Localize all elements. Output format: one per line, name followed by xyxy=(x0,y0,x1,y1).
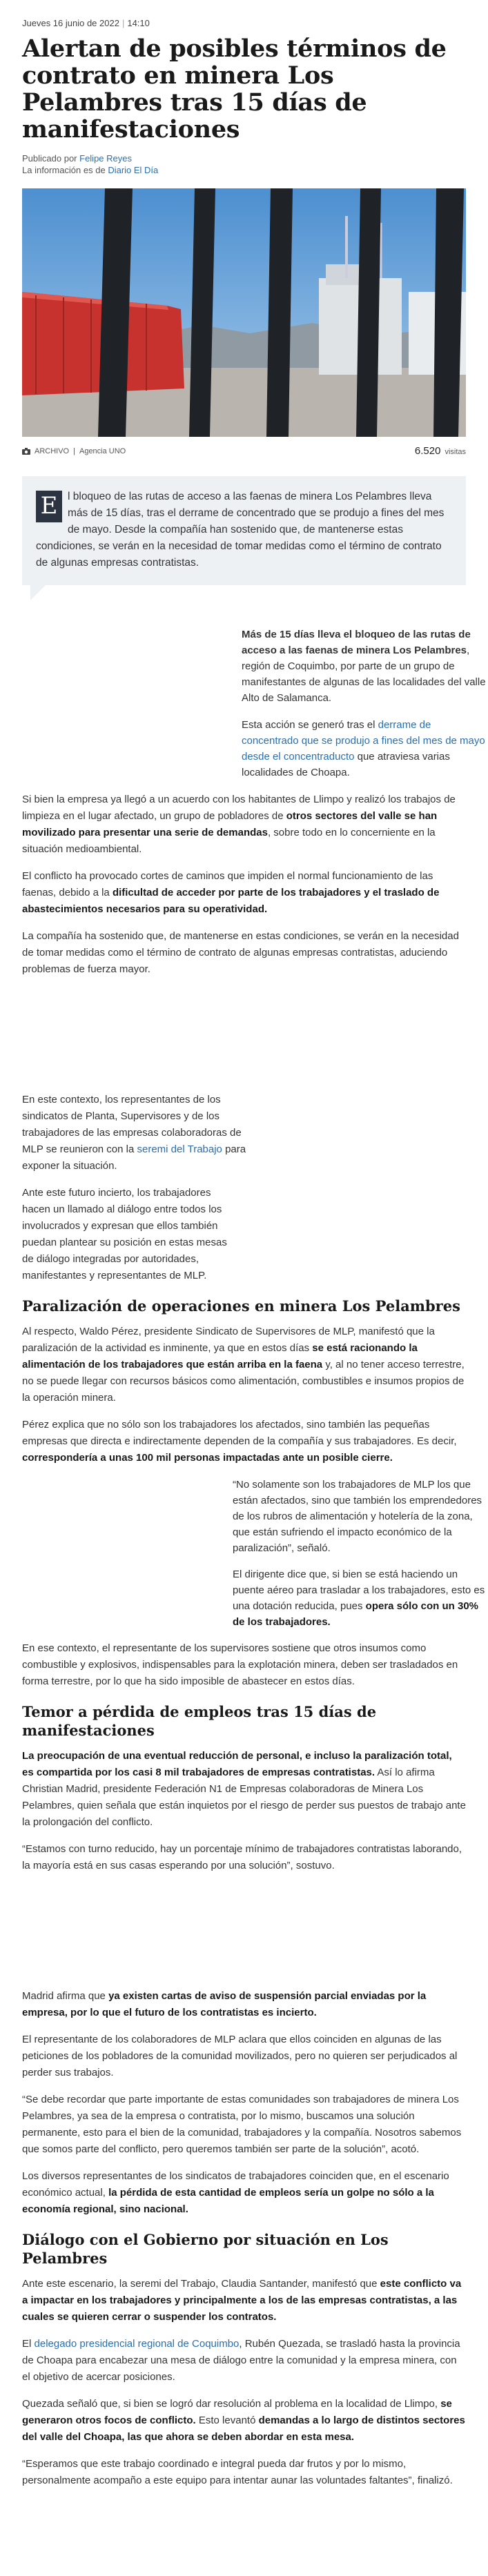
lead-block xyxy=(242,627,488,780)
photo-credit: ARCHIVO | Agencia UNO xyxy=(22,447,126,455)
byline xyxy=(22,153,466,176)
paragraph: Pérez explica que no sólo son los trabajadores los afectados, sino también las pequeñas empresas que directa e indirectamente dependen de la compañía y sus trabajadores. Es decir, correspondería a unas 100 mil personas impactadas ante un posible cierre. xyxy=(22,1419,457,1464)
indented-block xyxy=(233,1477,487,1630)
paragraph: “Estamos con turno reducido, hay un porcentaje mínimo de trabajadores contratistas laborando, la mayoría está en sus casas esperando por una solución”, sostuvo. xyxy=(22,1843,462,1871)
seremi-link[interactable]: seremi del Trabajo xyxy=(137,1143,222,1155)
paragraph: Los diversos representantes de los sindicatos de trabajadores coinciden que, en el escenario económico actual, la pérdida de esta cantidad de empleos sería un golpe no sólo a la economía regional, sino nacional. xyxy=(22,2170,449,2215)
lead-paragraph-2: Esta acción se generó tras el derrame de concentrado que se produjo a fines del mes de mayo desde el concentraducto que atraviesa varias localidades de Choapa. xyxy=(242,719,485,778)
photo-meta xyxy=(22,445,466,457)
source-label: La información es de xyxy=(22,165,106,175)
paragraph: El dirigente dice que, si bien se está haciendo un puente aéreo para trasladar a los trabajadores, esto es una dotación reducida, pues opera sólo con un 30% de los trabajadores. xyxy=(233,1569,485,1628)
author-link[interactable]: Felipe Reyes xyxy=(79,153,132,164)
drop-cap: E xyxy=(36,491,62,522)
published-by-label: Publicado por xyxy=(22,153,77,164)
paragraph: En este contexto, los representantes de los sindicatos de Planta, Supervisores y de los trabajadores de las empresas colaboradoras de MLP se reunieron con la seremi del Trabajo para exponer la situación. xyxy=(22,1094,246,1172)
paragraph: “Esperamos que este trabajo coordinado e integral pueda dar frutos y por lo mismo, personalmente acompaño a este equipo para intentar aunar las voluntades faltantes”, finalizó. xyxy=(22,2458,453,2486)
narrow-column xyxy=(22,1092,257,1174)
article-summary xyxy=(22,476,466,585)
article-photo xyxy=(22,188,466,437)
paragraph: Ante este futuro incierto, los trabajadores hacen un llamado al diálogo entre todos los involucrados y expresan que ellos también puedan plantear su posición en estas mesas de diálogo integradas por autoridades, manifestantes y representantes de MLP. xyxy=(22,1187,227,1281)
source-link[interactable]: Diario El Día xyxy=(108,165,159,175)
quote-paragraph: “No solamente son los trabajadores de MLP los que están afectados, sino que también los emprendedores de los rubros de alimentación y hotelería de la zona, que están sufriendo el impacto económico de la paralización”, señaló. xyxy=(233,1479,482,1554)
paragraph: El conflicto ha provocado cortes de caminos que impiden el normal funcionamiento de las faenas, debido a la dificultad de acceder por parte de los trabajadores y el traslado de abastecimientos necesarios para su operatividad. xyxy=(22,870,440,915)
article-date: Jueves 16 junio de 2022 | 14:10 xyxy=(22,18,150,28)
article-title: Alertan de posibles términos de contrato en minera Los Pelambres tras 15 días de manifestaciones xyxy=(22,35,447,144)
credit-agency: Agencia UNO xyxy=(79,446,126,455)
paragraph: En ese contexto, el representante de los supervisores sostiene que otros insumos como combustible y explosivos, indispensables para la explotación minera, deben ser trasladados en forma terrestre, por lo que ha sido imposible de abastecer en estos días. xyxy=(22,1642,458,1687)
paragraph: La preocupación de una eventual reducción de personal, e incluso la paralización total, es compartida por los casi 8 mil trabajadores de empresas contratistas. Así lo afirma Christian Madrid, presidente Federación N1 de Empresas colaboradoras de Minera Los Pelambres, quien señala que están inquietos por el riesgo de perder sus puestos de trabajo ante la prolongación del conflicto. xyxy=(22,1750,466,1828)
ad-space xyxy=(22,988,466,1092)
section-heading-1: Paralización de operaciones en minera Los Pelambres xyxy=(22,1297,460,1315)
paragraph: Quezada señaló que, si bien se logró dar resolución al problema en la localidad de Llimpo, se generaron otros focos de conflicto. Esto levantó demandas a lo largo de distintos sectores del valle del Choapa, las que ahora se deben abordar en esta mesa. xyxy=(22,2398,465,2443)
paragraph: Si bien la empresa ya llegó a un acuerdo con los habitantes de Llimpo y realizó los trabajos de limpieza en el lugar afectado, un grupo de pobladores de otros sectores del valle se han movilizado para presentar una serie de demandas, sobre todo en lo concerniente en la situación medioambiental. xyxy=(22,794,456,855)
summary-text: l bloqueo de las rutas de acceso a las faenas de minera Los Pelambres lleva más de 15 días, tras el derrame de concentrado que se produjo a fines del mes de mayo. Desde la compañía han sostenido que, de mantenerse estas condiciones, se verán en la necesidad de tomar medidas como el término de contrato de algunas empresas contratistas. xyxy=(36,491,445,569)
paragraph: Al respecto, Waldo Pérez, presidente Sindicato de Supervisores de MLP, manifestó que la paralización de la actividad es inminente, ya que en estos días se está racionando la alimentación de los trabajadores que están arriba en la faena y, al no tener acceso terrestre, no se puede llegar con recursos básicos como alimentación, combustibles e insumos propios de la operación minera. xyxy=(22,1326,465,1404)
paragraph: “Se debe recordar que parte importante de estas comunidades son trabajadores de minera Los Pelambres, ya sea de la empresa o contratista, por lo mismo, buscamos una solución permanente, esto para el bien de la comunidad, trabajadores y la compañía. Nosotros sabemos que somos parte del conflicto, pero queremos también ser parte de la solución”, acotó. xyxy=(22,2094,462,2155)
paragraph: El representante de los colaboradores de MLP aclara que ellos coinciden en algunas de las peticiones de los pobladores de la comunidad movilizados, pero no quieren ser perjudicados al perder sus trabajos. xyxy=(22,2034,458,2078)
camera-icon xyxy=(22,448,30,455)
paragraph: El delegado presidencial regional de Coquimbo, Rubén Quezada, se trasladó hasta la provincia de Choapa para encabezar una mesa de diálogo entre la comunidad y la empresa minera, con el objetivo de acercar posiciones. xyxy=(22,2338,460,2383)
date-text: Jueves 16 junio de 2022 xyxy=(22,18,119,28)
article-body xyxy=(22,792,485,2489)
ad-space xyxy=(22,1885,466,1988)
section-heading-3: Diálogo con el Gobierno por situación en Los Pelambres xyxy=(22,2231,389,2267)
delegado-link[interactable]: delegado presidencial regional de Coquimbo xyxy=(34,2338,240,2350)
paragraph: Ante este escenario, la seremi del Trabajo, Claudia Santander, manifestó que este conflicto va a impactar en los trabajadores y principalmente a los de las empresas contratistas, a las cuales se quieren cerrar o suspender los contratos. xyxy=(22,2278,462,2323)
spill-link[interactable]: derrame de concentrado que se produjo a fines del mes de mayo desde el concentraducto xyxy=(242,719,485,763)
paragraph: La compañía ha sostenido que, de mantenerse en estas condiciones, se verán en la necesidad de tomar medidas como el término de contrato de algunas empresas contratistas, aduciendo problemas de fuerza mayor. xyxy=(22,930,459,975)
views-counter xyxy=(415,445,466,457)
views-count: 6.520 xyxy=(414,445,441,457)
lead-paragraph-1: Más de 15 días lleva el bloqueo de las rutas de acceso a las faenas de minera Los Pelambres, región de Coquimbo, por parte de un grupo de manifestantes de algunas de las localidades del valle Alto de Salamanca. xyxy=(242,629,486,704)
time-text: 14:10 xyxy=(127,18,150,28)
section-heading-2: Temor a pérdida de empleos tras 15 días de manifestaciones xyxy=(22,1703,377,1739)
paragraph: Madrid afirma que ya existen cartas de aviso de suspensión parcial enviadas por la empresa, por lo que el futuro de los contratistas es incierto. xyxy=(22,1990,427,2018)
credit-label: ARCHIVO xyxy=(35,446,70,455)
views-label: visitas xyxy=(445,448,466,456)
photo-illustration xyxy=(22,188,466,437)
